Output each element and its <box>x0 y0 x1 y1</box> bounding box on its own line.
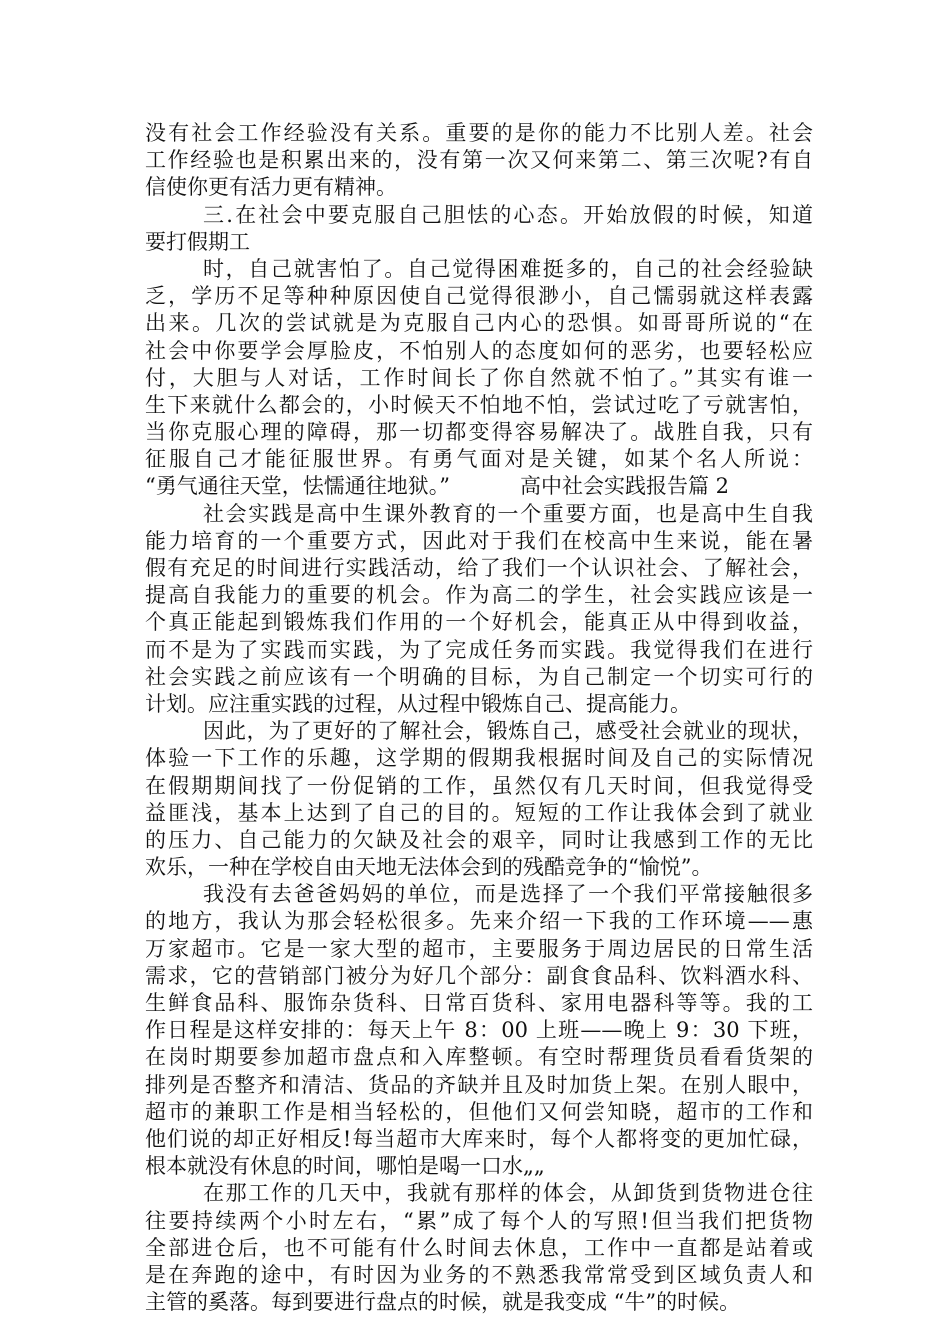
text-line <box>145 473 813 500</box>
text-line: 全部进仓后，也不可能有什么时间去休息，工作中一直都是站着或 <box>145 1235 813 1260</box>
text-line: 需求，它的营销部门被分为好几个部分：副食食品科、饮料酒水科、 <box>145 963 813 988</box>
text-line: 付，大胆与人对话，工作时间长了你自然就不怕了。”其实有谁一 <box>145 365 813 390</box>
quote-text: “勇气通往天堂，怯懦通往地狱。” <box>145 474 450 499</box>
text-line: 的地方，我认为那会轻松很多。先来介绍一下我的工作环境——惠 <box>145 909 813 934</box>
section-heading: 高中社会实践报告篇 2 <box>519 474 730 499</box>
text-line: 生下来就什么都会的，小时候天不怕地不怕，尝试过吃了亏就害怕， <box>145 392 813 417</box>
text-line: 他们说的却正好相反!每当超市大库来时，每个人都将变的更加忙碌， <box>145 1126 813 1151</box>
text-line: 体验一下工作的乐趣，这学期的假期我根据时间及自己的实际情况 <box>145 746 813 771</box>
text-line: 作日程是这样安排的：每天上午 8：00 上班——晚上 9：30 下班， <box>145 1018 813 1043</box>
text-line: 当你克服心理的障碍，那一切都变得容易解决了。战胜自我，只有 <box>145 420 813 445</box>
text-line: 因此，为了更好的了解社会，锻炼自己，感受社会就业的现状， <box>203 719 813 744</box>
text-line: 的压力、自己能力的欠缺及社会的艰辛，同时让我感到工作的无比 <box>145 827 813 852</box>
text-line: 信使你更有活力更有精神。 <box>145 175 397 200</box>
text-line: 出来。几次的尝试就是为克服自己内心的恐惧。如哥哥所说的“在 <box>145 311 813 336</box>
text-line: 乏，学历不足等种种原因使自己觉得很渺小，自己懦弱就这样表露 <box>145 284 813 309</box>
text-line: 生鲜食品科、服饰杂货科、日常百货科、家用电器科等等。我的工 <box>145 991 813 1015</box>
text-line: 我没有去爸爸妈妈的单位，而是选择了一个我们平常接触很多 <box>203 882 813 907</box>
text-line: 在岗时期要参加超市盘点和入库整顿。有空时帮理货员看看货架的 <box>145 1045 813 1070</box>
text-line: 社会实践是高中生课外教育的一个重要方面，也是高中生自我 <box>203 501 813 526</box>
text-line: 三.在社会中要克服自己胆怯的心态。开始放假的时候，知道 <box>203 202 813 227</box>
document-body <box>145 120 813 1316</box>
text-line: 往要持续两个小时左右，“累”成了每个人的写照!但当我们把货物 <box>145 1208 813 1233</box>
text-line: 超市的兼职工作是相当轻松的，但他们又何尝知晓，超市的工作和 <box>145 1099 813 1124</box>
text-line: 而不是为了实践而实践，为了完成任务而实践。我觉得我们在进行 <box>145 637 813 662</box>
text-line: 排列是否整齐和清洁、货品的齐缺并且及时加货上架。在别人眼中， <box>145 1072 813 1097</box>
text-line: 是在奔跑的途中，有时因为业务的不熟悉我常常受到区域负责人和 <box>145 1262 813 1287</box>
text-line: 社会中你要学会厚脸皮，不怕别人的态度如何的恶劣，也要轻松应 <box>145 338 813 363</box>
text-line: 个真正能起到锻炼我们作用的一个好机会，能真正从中得到收益， <box>145 610 813 635</box>
text-line: 主管的奚落。每到要进行盘点的时候，就是我变成 “牛”的时候。 <box>145 1290 741 1315</box>
text-line: 要打假期工 <box>145 229 250 254</box>
text-line: 能力培育的一个重要方式，因此对于我们在校高中生来说，能在暑 <box>145 528 813 553</box>
text-line: 工作经验也是积累出来的，没有第一次又何来第二、第三次呢?有自 <box>145 148 813 173</box>
text-line: 万家超市。它是一家大型的超市，主要服务于周边居民的日常生活 <box>145 936 813 961</box>
text-line: 在那工作的几天中，我就有那样的体会，从卸货到货物进仓往 <box>203 1181 813 1206</box>
text-line: 计划。应注重实践的过程，从过程中锻炼自己、提高能力。 <box>145 691 691 716</box>
text-line: 在假期期间找了一份促销的工作，虽然仅有几天时间，但我觉得受 <box>145 773 813 798</box>
text-line: 没有社会工作经验没有关系。重要的是你的能力不比别人差。社会 <box>145 121 813 145</box>
text-line: 时，自己就害怕了。自己觉得困难挺多的，自己的社会经验缺 <box>203 256 813 281</box>
text-line: 益匪浅，基本上达到了自己的目的。短短的工作让我体会到了就业 <box>145 800 813 825</box>
text-line: 假有充足的时间进行实践活动，给了我们一个认识社会、了解社会， <box>145 556 813 580</box>
text-line: 根本就没有休息的时间，哪怕是喝一口水„„ <box>145 1154 545 1179</box>
text-line: 提高自我能力的重要的机会。作为高二的学生，社会实践应该是一 <box>145 583 813 608</box>
text-line: 社会实践之前应该有一个明确的目标，为自己制定一个切实可行的 <box>145 664 813 689</box>
text-line: 征服自己才能征服世界。有勇气面对是关键，如某个名人所说： <box>145 447 813 472</box>
text-line: 欢乐，一种在学校自由天地无法体会到的残酷竞争的“愉悦”。 <box>145 855 713 880</box>
